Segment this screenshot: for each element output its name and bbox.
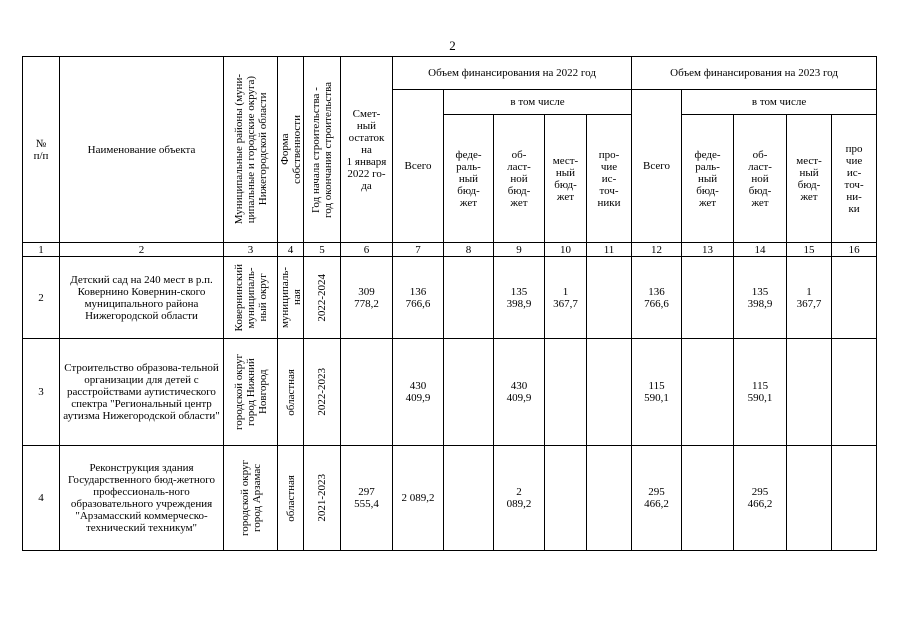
header-other-2022: про- чие ис- точ- ники xyxy=(587,115,632,243)
object-name: Реконструкция здания Государственного бюд-жетного профессиональ-ного образовательного учреждения "Арзамасский коммерческо-технический техникум" xyxy=(60,446,224,551)
federal-2023 xyxy=(682,446,734,551)
ownership: муниципаль- ная xyxy=(278,257,304,339)
local-2022 xyxy=(545,446,587,551)
federal-2022 xyxy=(444,446,494,551)
total-2023: 136 766,6 xyxy=(632,257,682,339)
municipality: городской округ город Нижний Новгород xyxy=(224,339,278,446)
federal-2022 xyxy=(444,339,494,446)
other-2022 xyxy=(587,339,632,446)
col-num: 14 xyxy=(734,243,787,257)
header-num: № п/п xyxy=(23,57,60,243)
header-total-2022: Всего xyxy=(393,90,444,243)
years: 2021-2023 xyxy=(304,446,341,551)
regional-2023: 115 590,1 xyxy=(734,339,787,446)
regional-2023: 135 398,9 xyxy=(734,257,787,339)
header-regional-2022: об- ласт- ной бюд- жет xyxy=(494,115,545,243)
municipality: Ковернинский муниципаль- ный округ xyxy=(224,257,278,339)
col-num: 11 xyxy=(587,243,632,257)
estimate xyxy=(341,339,393,446)
object-name: Детский сад на 240 мест в р.п. Ковернино Ковернин-ского муниципального района Нижегородской области xyxy=(60,257,224,339)
other-2022 xyxy=(587,257,632,339)
regional-2023: 295 466,2 xyxy=(734,446,787,551)
col-num: 9 xyxy=(494,243,545,257)
header-incl-2022: в том числе xyxy=(444,90,632,115)
federal-2022 xyxy=(444,257,494,339)
header-local-2022: мест- ный бюд- жет xyxy=(545,115,587,243)
header-row-top xyxy=(23,57,877,90)
header-regional-2023: об- ласт- ной бюд- жет xyxy=(734,115,787,243)
regional-2022: 2 089,2 xyxy=(494,446,545,551)
local-2023: 1 367,7 xyxy=(787,257,832,339)
col-num: 16 xyxy=(832,243,877,257)
local-2022: 1 367,7 xyxy=(545,257,587,339)
header-estimate: Смет- ный остаток на 1 января 2022 го- да xyxy=(341,57,393,243)
col-num: 5 xyxy=(304,243,341,257)
regional-2022: 430 409,9 xyxy=(494,339,545,446)
total-2022: 2 089,2 xyxy=(393,446,444,551)
federal-2023 xyxy=(682,257,734,339)
row-num: 2 xyxy=(23,257,60,339)
col-num: 3 xyxy=(224,243,278,257)
table-row xyxy=(23,446,877,551)
local-2022 xyxy=(545,339,587,446)
table-row xyxy=(23,339,877,446)
header-fin-2023: Объем финансирования на 2023 год xyxy=(632,57,877,90)
table-row xyxy=(23,257,877,339)
header-other-2023: про чие ис- точ- ни- ки xyxy=(832,115,877,243)
col-num: 13 xyxy=(682,243,734,257)
federal-2023 xyxy=(682,339,734,446)
row-num: 4 xyxy=(23,446,60,551)
other-2022 xyxy=(587,446,632,551)
local-2023 xyxy=(787,446,832,551)
estimate: 309 778,2 xyxy=(341,257,393,339)
header-federal-2023: феде- раль- ный бюд- жет xyxy=(682,115,734,243)
regional-2022: 135 398,9 xyxy=(494,257,545,339)
total-2022: 136 766,6 xyxy=(393,257,444,339)
header-total-2023: Всего xyxy=(632,90,682,243)
ownership: областная xyxy=(278,446,304,551)
row-num: 3 xyxy=(23,339,60,446)
col-num: 1 xyxy=(23,243,60,257)
header-municipality: Муниципальные районы (муни- ципальные и городские округа) Нижегородской области xyxy=(224,57,278,243)
local-2023 xyxy=(787,339,832,446)
header-years: Год начала строительства - год окончания строительства xyxy=(304,57,341,243)
other-2023 xyxy=(832,339,877,446)
years: 2022-2024 xyxy=(304,257,341,339)
col-num: 15 xyxy=(787,243,832,257)
total-2023: 295 466,2 xyxy=(632,446,682,551)
header-local-2023: мест- ный бюд- жет xyxy=(787,115,832,243)
col-num: 8 xyxy=(444,243,494,257)
col-num: 10 xyxy=(545,243,587,257)
header-incl-2023: в том числе xyxy=(682,90,877,115)
financing-table xyxy=(22,56,877,551)
total-2023: 115 590,1 xyxy=(632,339,682,446)
page-number: 2 xyxy=(449,38,456,53)
col-num: 12 xyxy=(632,243,682,257)
col-num: 6 xyxy=(341,243,393,257)
years: 2022-2023 xyxy=(304,339,341,446)
header-fin-2022: Объем финансирования на 2022 год xyxy=(393,57,632,90)
header-federal-2022: феде- раль- ный бюд- жет xyxy=(444,115,494,243)
header-ownership: Форма собственности xyxy=(278,57,304,243)
municipality: городской округ город Арзамас xyxy=(224,446,278,551)
ownership: областная xyxy=(278,339,304,446)
estimate: 297 555,4 xyxy=(341,446,393,551)
other-2023 xyxy=(832,257,877,339)
total-2022: 430 409,9 xyxy=(393,339,444,446)
col-num: 7 xyxy=(393,243,444,257)
other-2023 xyxy=(832,446,877,551)
col-num: 2 xyxy=(60,243,224,257)
col-num: 4 xyxy=(278,243,304,257)
object-name: Строительство образова-тельной организации для детей с расстройствами аутистического спектра "Региональный центр аутизма Нижегородской области" xyxy=(60,339,224,446)
header-name: Наименование объекта xyxy=(60,57,224,243)
column-number-row xyxy=(23,243,877,257)
